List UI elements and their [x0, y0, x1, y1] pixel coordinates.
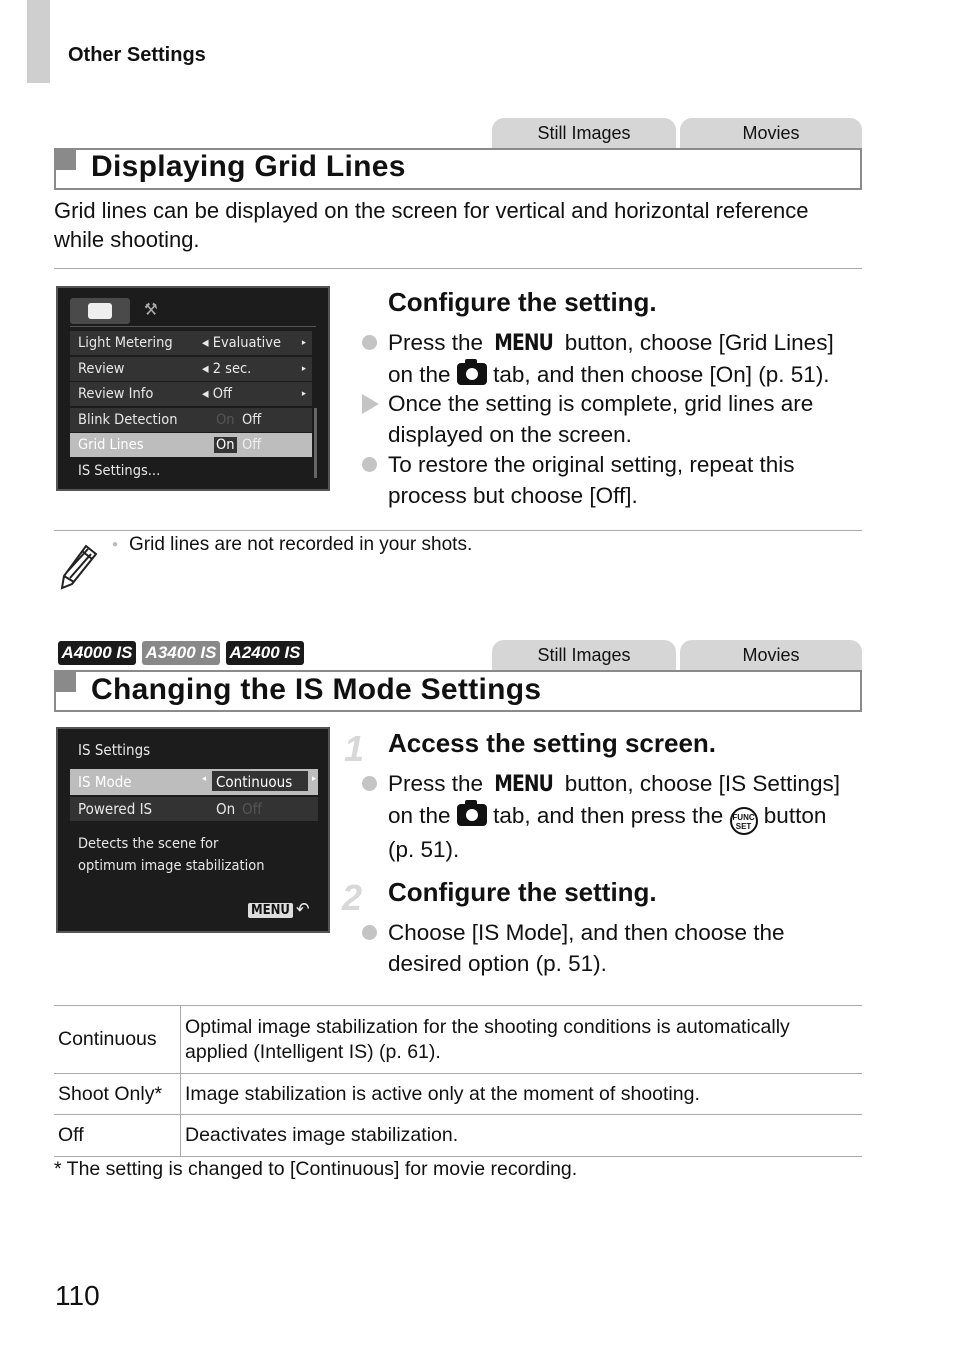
bullet-access-screen: Press the MENU button, choose [IS Settings] on the tab, and then press the FUNC SET button (p. 51). — [362, 769, 862, 865]
menu-row-is-mode-selected[interactable]: IS Mode ◂ Continuous ▸ — [70, 769, 318, 795]
tab-movies: Movies — [680, 118, 862, 148]
step-number: 1 — [344, 728, 365, 769]
tools-icon: ⚒ — [144, 300, 158, 320]
tab-still-images: Still Images — [492, 118, 676, 148]
section-title: Changing the IS Mode Settings — [91, 673, 542, 706]
option-description: Deactivates image stabilization. — [181, 1115, 863, 1157]
screen-menu-button[interactable]: MENU — [248, 903, 293, 918]
step-title: Configure the setting. — [388, 877, 657, 907]
bullet-restore: To restore the original setting, repeat this process but choose [Off]. — [362, 450, 862, 511]
menu-button-icon: MENU — [494, 772, 554, 797]
screen-title: IS Settings — [78, 741, 151, 759]
bullet-icon — [362, 457, 377, 472]
intro-line-1: Grid lines can be displayed on the screen for vertical and horizontal reference — [54, 198, 809, 223]
menu-row-review[interactable]: Review ◂ 2 sec. ▸ — [70, 357, 312, 381]
bullet-icon — [362, 776, 377, 791]
bullet-icon — [362, 925, 377, 940]
camera-tab-icon — [457, 363, 487, 385]
table-row — [54, 1074, 862, 1115]
option-description: Optimal image stabilization for the shooting conditions is automatically applied (Intelligent IS) (p. 61). — [181, 1006, 863, 1074]
menu-row-powered-is[interactable]: Powered IS On Off — [70, 797, 318, 821]
table-row — [54, 1115, 862, 1157]
page-number: 110 — [55, 1280, 100, 1311]
camera-tab-icon — [457, 804, 487, 826]
menu-row-light-metering[interactable]: Light Metering ◂ Evaluative ▸ — [70, 331, 312, 355]
option-name: Continuous — [54, 1006, 181, 1074]
running-head: Other Settings — [68, 44, 206, 66]
option-name: Shoot Only* — [54, 1074, 181, 1115]
menu-row-review-info[interactable]: Review Info ◂ Off ▸ — [70, 382, 312, 406]
tab-movies: Movies — [680, 640, 862, 670]
bullet-choose-mode: Choose [IS Mode], and then choose the desired option (p. 51). — [362, 918, 862, 979]
menu-button-icon: MENU — [494, 331, 554, 356]
pencil-note-icon — [58, 542, 100, 590]
step-number: 2 — [342, 877, 363, 918]
header-side-bar — [27, 0, 50, 83]
screen-tab-camera — [70, 298, 130, 324]
camera-icon — [88, 303, 112, 319]
section-title: Displaying Grid Lines — [91, 150, 406, 183]
screen-scrollbar — [314, 408, 317, 478]
step-title: Configure the setting. — [388, 287, 657, 317]
intro-line-2: while shooting. — [54, 227, 200, 252]
note-bullet-icon: ● — [112, 539, 119, 550]
bullet-icon — [362, 335, 377, 350]
footnote: * The setting is changed to [Continuous] for movie recording. — [54, 1158, 578, 1180]
result-arrow-icon — [362, 394, 379, 414]
divider — [54, 268, 862, 269]
step-title: Access the setting screen. — [388, 728, 717, 758]
section-corner-mark — [54, 670, 76, 692]
menu-row-grid-lines-selected[interactable]: Grid Lines On Off — [70, 433, 312, 457]
camera-screen-is-settings — [56, 727, 330, 933]
camera-screen-menu — [56, 286, 330, 491]
section-corner-mark — [54, 148, 76, 170]
option-name: Off — [54, 1115, 181, 1157]
table-row — [54, 1006, 862, 1074]
menu-row-blink-detection[interactable]: Blink Detection On Off — [70, 408, 312, 432]
menu-row-is-settings[interactable]: IS Settings... — [78, 463, 161, 479]
tab-still-images: Still Images — [492, 640, 676, 670]
bullet-press-menu: Press the MENU button, choose [Grid Lines] on the tab, and then choose [On] (p. 51). — [362, 328, 862, 390]
note-text: Grid lines are not recorded in your shots. — [129, 534, 473, 555]
bullet-result: Once the setting is complete, grid lines are displayed on the screen. — [362, 389, 862, 450]
is-mode-options-table — [54, 1005, 862, 1157]
return-arrow-icon: ↶ — [296, 899, 310, 920]
func-set-button-icon: FUNC SET — [730, 807, 758, 835]
screen-description-2: optimum image stabilization — [78, 858, 265, 874]
option-description: Image stabilization is active only at the moment of shooting. — [181, 1074, 863, 1115]
model-badge: A2400 IS — [226, 641, 304, 665]
screen-description-1: Detects the scene for — [78, 836, 219, 852]
model-badge: A4000 IS — [58, 641, 136, 665]
model-badge: A3400 IS — [142, 641, 220, 665]
note-divider — [54, 530, 862, 531]
